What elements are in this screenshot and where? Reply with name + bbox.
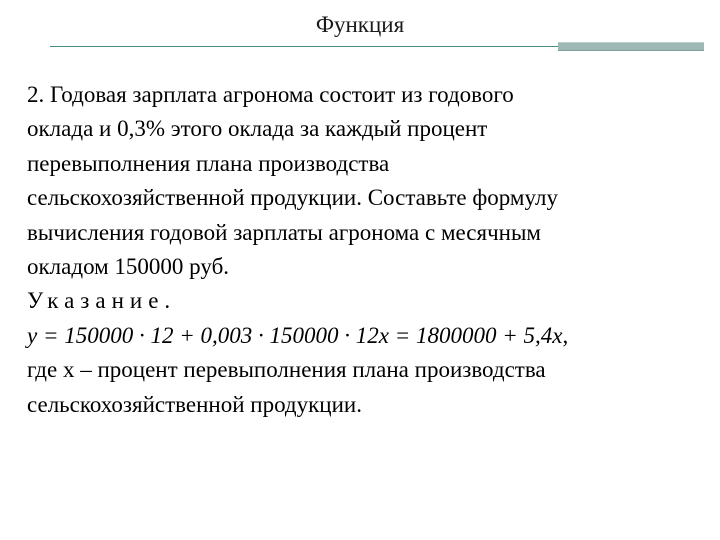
problem-line: перевыполнения плана производства xyxy=(27,150,390,176)
problem-line: окладом 150000 руб. xyxy=(27,254,230,280)
title-underline xyxy=(50,46,558,47)
slide-content xyxy=(27,78,707,422)
title-accent-bar xyxy=(558,42,704,51)
problem-line: оклада и 0,3% этого оклада за каждый процент xyxy=(27,116,488,142)
problem-line: 2. Годовая зарплата агронома состоит из годового xyxy=(27,82,514,107)
formula: y = 150000 · 12 + 0,003 · 150000 · 12x = 1800000 + 5,4x, xyxy=(27,322,569,348)
slide-title: Функция xyxy=(315,12,405,37)
explanation-line: сельскохозяйственной продукции. xyxy=(27,391,362,417)
problem-line: вычисления годовой зарплаты агронома с месячным xyxy=(27,219,541,245)
problem-line: сельскохозяйственной продукции. Составьте формулу xyxy=(27,185,558,211)
hint-label: Указание. xyxy=(27,288,177,314)
explanation-line: где x – процент перевыполнения плана производства xyxy=(27,357,546,383)
